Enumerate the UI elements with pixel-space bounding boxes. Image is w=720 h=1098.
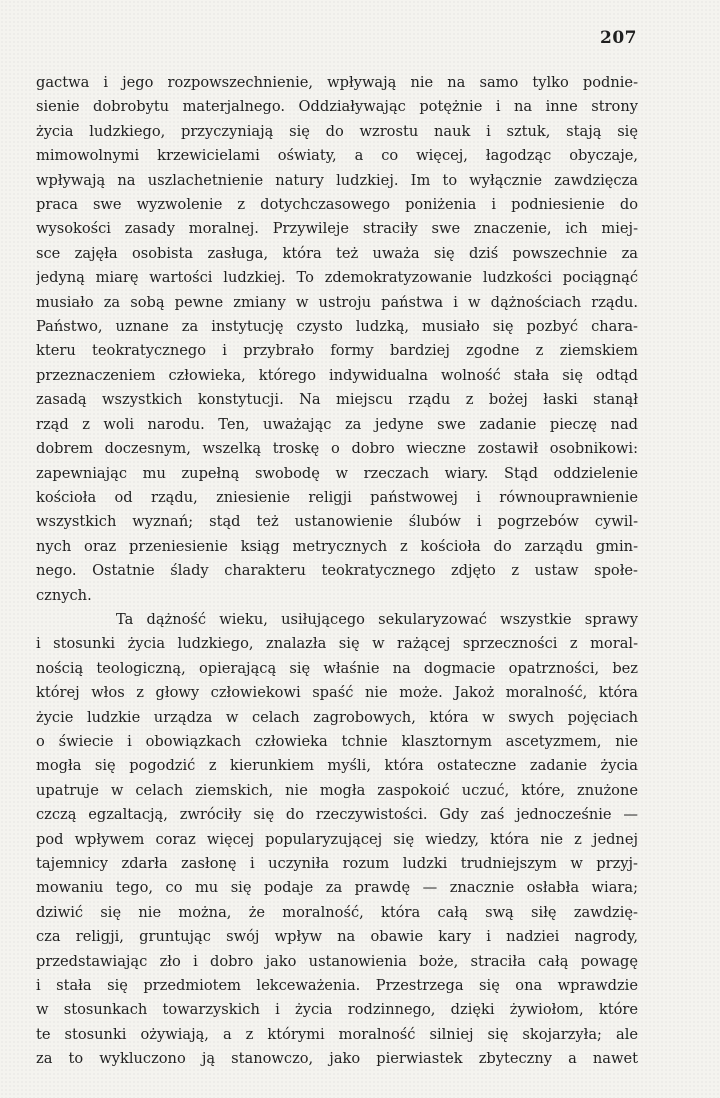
page-number: 207 <box>600 28 637 48</box>
text-line: której włos z głowy człowiekowi spaść nie może. Jakoż moralność, która <box>36 684 638 702</box>
text-line: w stosunkach towarzyskich i życia rodzinnego, dzięki żywiołom, które <box>36 1001 638 1019</box>
text-line: i stosunki życia ludzkiego, znalazła się w rażącej sprzeczności z moral- <box>36 635 638 653</box>
text-line: sienie dobrobytu materjalnego. Oddziaływając potężnie i na inne strony <box>36 98 638 116</box>
text-line: mowaniu tego, co mu się podaje za prawdę — znacznie osłabła wiara; <box>36 879 638 897</box>
text-line: cznych. <box>36 586 92 604</box>
text-line: cza religji, gruntując swój wpływ na obawie kary i nadziei nagrody, <box>36 928 638 946</box>
text-line: wszystkich wyznań; stąd też ustanowienie ślubów i pogrzebów cywil- <box>36 513 638 531</box>
text-line: dobrem doczesnym, wszelką troskę o dobro wieczne zostawił osobnikowi: <box>36 440 638 458</box>
text-line: kteru teokratycznego i przybrało formy bardziej zgodne z ziemskiem <box>36 342 638 360</box>
text-line: kościoła od rządu, zniesienie religji państwowej i równouprawnienie <box>36 488 638 506</box>
paragraph <box>36 608 638 1072</box>
text-line: dziwić się nie można, że moralność, która całą swą siłę zawdzię- <box>36 903 638 921</box>
text-line: praca swe wyzwolenie z dotychczasowego poniżenia i podniesienie do <box>36 196 638 214</box>
text-line: Ta dążność wieku, usiłującego sekularyzować wszystkie sprawy <box>116 610 638 628</box>
text-line: wpływają na uszlachetnienie natury ludzkiej. Im to wyłącznie zawdzięcza <box>36 171 638 189</box>
text-line: zapewniając mu zupełną swobodę w rzeczach wiary. Stąd oddzielenie <box>36 464 638 482</box>
text-line: czczą egzaltacją, zwróciły się do rzeczywistości. Gdy zaś jednocześnie — <box>36 806 638 824</box>
text-line: nych oraz przeniesienie ksiąg metrycznych z kościoła do zarządu gmin- <box>36 537 638 555</box>
text-line: życia ludzkiego, przyczyniają się do wzrostu nauk i sztuk, stają się <box>36 122 638 140</box>
text-line: jedyną miarę wartości ludzkiej. To zdemokratyzowanie ludzkości pociągnąć <box>36 269 638 287</box>
text-line: te stosunki ożywiają, a z którymi moralność silniej się skojarzyła; ale <box>36 1025 638 1043</box>
text-line: tajemnicy zdarła zasłonę i uczyniła rozum ludzki trudniejszym w przyj- <box>36 855 638 872</box>
text-line: nością teologiczną, opierającą się właśnie na dogmacie opatrzności, bez <box>36 659 638 677</box>
text-line: życie ludzkie urządza w celach zagrobowych, która w swych pojęciach <box>36 708 638 726</box>
text-line: i stała się przedmiotem lekceważenia. Przestrzega się ona wprawdzie <box>36 977 638 995</box>
text-line: mogła się pogodzić z kierunkiem myśli, która ostateczne zadanie życia <box>36 757 638 775</box>
text-line: upatruje w celach ziemskich, nie mogła zaspokoić uczuć, które, znużone <box>36 781 638 799</box>
text-line: musiało za sobą pewne zmiany w ustroju państwa i w dążnościach rządu. <box>36 293 638 311</box>
text-line: sce zajęła osobista zasługa, która też uważa się dziś powszechnie za <box>36 244 638 262</box>
text-line: Państwo, uznane za instytucję czysto ludzką, musiało się pozbyć chara- <box>36 318 638 336</box>
text-line: wysokości zasady moralnej. Przywileje straciły swe znaczenie, ich miej- <box>36 220 638 238</box>
text-line: pod wpływem coraz więcej popularyzującej się wiedzy, która nie z jednej <box>36 830 638 848</box>
text-line: nego. Ostatnie ślady charakteru teokratycznego zdjęto z ustaw społe- <box>36 562 638 580</box>
paragraph <box>36 71 638 608</box>
text-line: przeznaczeniem człowieka, którego indywidualna wolność stała się odtąd <box>36 366 638 384</box>
text-line: rząd z woli narodu. Ten, uważając za jedyne swe zadanie pieczę nad <box>36 415 638 433</box>
body-text <box>36 71 638 1072</box>
text-line: za to wykluczono ją stanowczo, jako pierwiastek zbyteczny a nawet <box>36 1050 638 1068</box>
text-line: przedstawiając zło i dobro jako ustanowienia boże, straciła całą powagę <box>36 952 638 970</box>
text-line: zasadą wszystkich konstytucji. Na miejscu rządu z bożej łaski stanął <box>36 391 638 409</box>
text-line: mimowolnymi krzewicielami oświaty, a co więcej, łagodząc obyczaje, <box>36 147 638 165</box>
text-line: gactwa i jego rozpowszechnienie, wpływają nie na samo tylko podnie- <box>36 74 638 91</box>
text-line: o świecie i obowiązkach człowieka tchnie klasztornym ascetyzmem, nie <box>36 732 638 750</box>
